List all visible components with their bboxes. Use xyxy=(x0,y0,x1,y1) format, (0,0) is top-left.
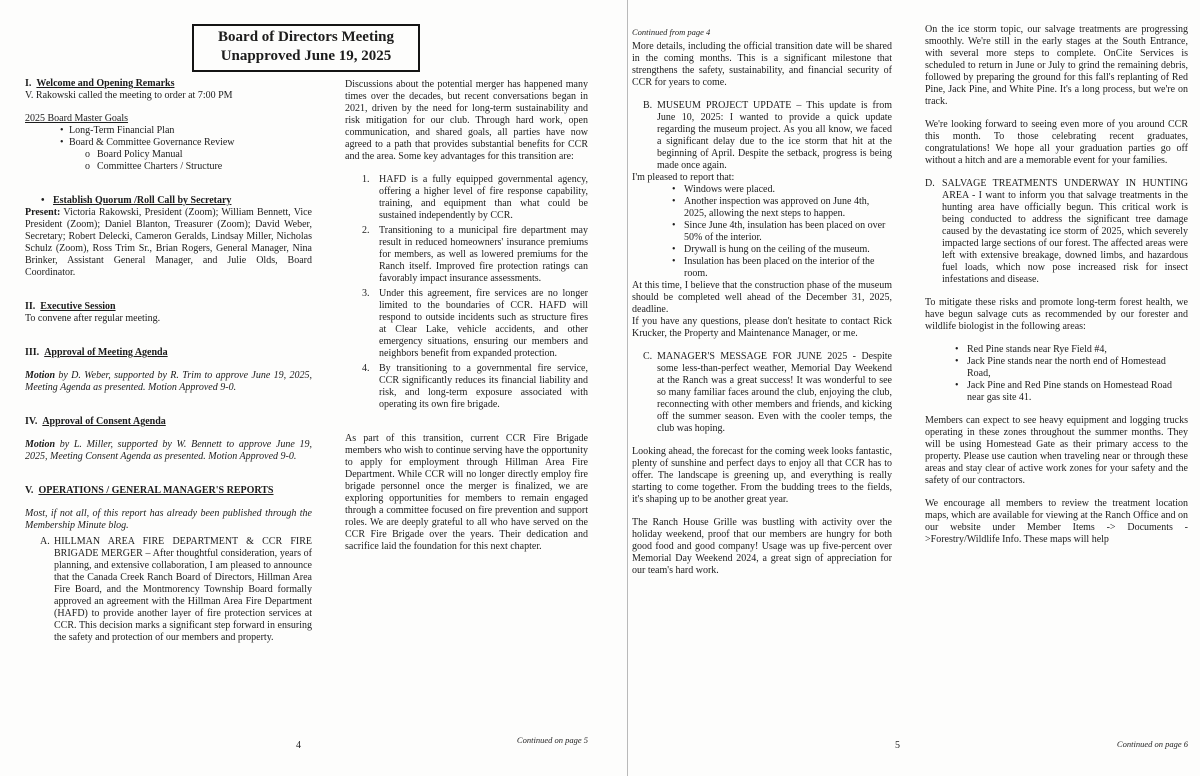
salvage-bullet xyxy=(955,344,1188,356)
spacer xyxy=(925,108,1188,119)
forecast-paragraph: Looking ahead, the forecast for the coming week looks fantastic, plenty of sunshine and perfect days to enjoy all that CCR has to offer. The landscape is greening up, and everything is really starting to come together. From the budding trees to the fields, it's shaping up to be another great year. xyxy=(632,446,892,505)
salvage-bullet xyxy=(955,356,1188,380)
meeting-title-box xyxy=(192,24,420,72)
present-paragraph xyxy=(25,207,312,279)
bullet-icon: • xyxy=(955,380,959,391)
report-item-b xyxy=(643,100,892,172)
item-letter: D. xyxy=(925,178,935,189)
spacer xyxy=(632,340,892,351)
museum-bullet xyxy=(672,220,892,244)
spacer xyxy=(25,359,312,370)
spacer xyxy=(925,286,1188,297)
call-to-order-text: V. Rakowski called the meeting to order at 7:00 PM xyxy=(25,90,233,101)
motion-paragraph-consent xyxy=(25,439,312,463)
section-title: Executive Session xyxy=(40,301,116,312)
report-item-c xyxy=(643,351,892,435)
page-divider xyxy=(627,0,628,776)
item-text: SALVAGE TREATMENTS UNDERWAY IN HUNTING AREA - I want to inform you that salvage treatments in the hunting area have officially begun. This critical work is being conducted to address the significant tree damage caused by the devastating ice storm of 2025, which severely impacted large sections of our forest. The affected areas were left with extensive breakage, downed limbs, and hazardous fuel loads, which now pose increased risk for insect infestations and disease. xyxy=(942,178,1188,285)
spacer xyxy=(25,463,312,485)
bullet-text: Since June 4th, insulation has been placed on over 50% of the interior. xyxy=(684,220,886,243)
bullet-icon: • xyxy=(955,344,959,355)
bullet-text: Another inspection was approved on June 4th, 2025, allowing the next steps to happen. xyxy=(684,196,870,219)
salvage-bullet xyxy=(955,380,1188,404)
page5-column-right xyxy=(925,24,1188,736)
item-text: MANAGER'S MESSAGE FOR JUNE 2025 - Despite some less-than-perfect weather, Memorial Day Weekend at the Ranch was a great success! It was wonderful to see so many familiar faces around the club, enjoying the club, reconnecting with other members and friends, and kicking off the summer season. Even with the cooler temps, the club was hoping. xyxy=(657,351,892,434)
spacer xyxy=(25,325,312,347)
spacer xyxy=(25,279,312,301)
quorum-title: Establish Quorum /Roll Call by Secretary xyxy=(53,195,232,206)
construction-note: At this time, I believe that the construction phase of the museum should be completed well ahead of the December 31, 2025, deadline. xyxy=(632,280,892,315)
mitigate-paragraph: To mitigate these risks and promote long-term forest health, we have begun salvage cuts as recommended by our forester and wildlife biologist in the following areas: xyxy=(925,297,1188,332)
motion-paragraph-agenda xyxy=(25,370,312,394)
section-heading-operations-reports xyxy=(25,485,312,497)
museum-bullet xyxy=(672,184,892,196)
advantage-item xyxy=(362,363,588,411)
page-number-4: 4 xyxy=(296,740,301,751)
list-number: 4. xyxy=(362,363,370,374)
page4-column-right xyxy=(345,79,588,731)
bullet-icon: • xyxy=(672,196,676,207)
advantage-item xyxy=(362,174,588,222)
bullet-icon: • xyxy=(955,356,959,367)
item-letter: B. xyxy=(643,100,653,111)
advantage-item xyxy=(362,288,588,360)
museum-bullet xyxy=(672,196,892,220)
section-number: V. xyxy=(25,485,34,496)
goal-subitem xyxy=(85,161,312,173)
goal-text: Long-Term Financial Plan xyxy=(69,125,175,136)
spacer xyxy=(25,173,312,195)
motion-text: by L. Miller, supported by W. Bennett to approve June 19, 2025, Meeting Consent Agenda as presented. Motion Approved 9-0. xyxy=(25,439,312,462)
transition-close-paragraph: As part of this transition, current CCR Fire Brigade members who wish to continue serving have the opportunity to apply for employment through Hillman Area Fire Department. While CCR will no longer directly employ fire brigade personnel once the merger is finalized, we are exploring opportunities for members to remain engaged through a committee focused on fire prevention and support roles. We are deeply grateful to all who have served on the CCR Fire Brigade over the years. Their dedication and sacrifice laid the foundation for this next chapter. xyxy=(345,433,588,552)
bullet-text: Jack Pine and Red Pine stands on Homestead Road near gas site 41. xyxy=(967,380,1172,403)
goal-subitem xyxy=(85,149,312,161)
item-letter: A. xyxy=(40,536,50,547)
continued-from-note: Continued from page 4 xyxy=(632,27,711,37)
bullet-icon: • xyxy=(672,220,676,231)
present-label: Present: xyxy=(25,207,61,218)
spacer xyxy=(925,167,1188,178)
sub-bullet-icon: o xyxy=(85,161,90,172)
section-heading-welcome xyxy=(25,78,312,90)
report-lead-text: I'm pleased to report that: xyxy=(632,172,735,183)
list-text: HAFD is a fully equipped governmental agency, offering a higher level of fire response capability, training, and equipment than what could be sustained independently by CCR. xyxy=(379,174,588,221)
section-title: Approval of Meeting Agenda xyxy=(44,347,168,358)
list-text: Under this agreement, fire services are no longer limited to the boundaries of CCR. HAFD will respond to outside incidents such as structure fires at Clear Lake, vehicle accidents, and other emergency situations, ensuring our members and neighbors benefit from expanded protection. xyxy=(379,288,588,359)
page-number-5: 5 xyxy=(895,740,900,751)
spacer xyxy=(25,497,312,508)
spacer xyxy=(925,333,1188,344)
goal-item xyxy=(60,125,312,137)
grille-paragraph: The Ranch House Grille was bustling with activity over the holiday weekend, proof that our members are hungry for both good food and good company! Usage was up five-percent over Memorial Day Weekend 2024, a great sign of appreciation for our team's hard work. xyxy=(632,517,892,576)
report-item-a xyxy=(40,536,312,644)
ice-storm-paragraph: On the ice storm topic, our salvage treatments are progressing smoothly. We're still in the early stages at the South Entrance, with several more steps to complete. OnCite Services is scheduled to return in June or July to grind the remaining debris, followed by preparing the ground for this fall's replanting of Red Pine, Jack Pine, and White Pine. It's a long process, but we're on track. xyxy=(925,24,1188,107)
spacer xyxy=(25,102,312,113)
section-heading-executive-session xyxy=(25,301,312,313)
spacer xyxy=(25,428,312,439)
bullet-icon: • xyxy=(60,125,64,136)
section-number: I. xyxy=(25,78,32,89)
section-number: II. xyxy=(25,301,36,312)
list-text: Transitioning to a municipal fire department may result in reduced homeowners' insurance premiums for members, as well as lowered premiums for the Ranch itself. Improved fire protection ratings can favorably impact insurance assessments. xyxy=(379,225,588,284)
section-title: OPERATIONS / GENERAL MANAGER'S REPORTS xyxy=(38,485,274,496)
spacer xyxy=(925,404,1188,415)
bullet-text: Insulation has been placed on the interior of the room. xyxy=(684,256,875,279)
motion-text: by D. Weber, supported by R. Trim to approve June 19, 2025, Meeting Agenda as presented. Motion Approved 9-0. xyxy=(25,370,312,393)
motion-label: Motion xyxy=(25,439,56,450)
bullet-icon: • xyxy=(672,184,676,195)
meeting-title-line2: Unapproved June 19, 2025 xyxy=(220,48,392,64)
merger-intro-paragraph: Discussions about the potential merger has happened many times over the decades, but recent conversations began in 2021, driven by the need for long-term sustainability and risk mitigation for our club. Through hard work, open communication, and shared goals, all parties have now agreed to a path that provides substantial benefits for CCR and the area. Some key advantages for this transition are: xyxy=(345,79,588,162)
item-text: MUSEUM PROJECT UPDATE – This update is from June 10, 2025: I wanted to provide a quick update regarding the museum project. As you all know, we faced a significant delay due to the ice storm that hit at the beginning of April. Despite the setback, progress is being made once again. xyxy=(657,100,892,171)
advantage-item xyxy=(362,225,588,285)
bullet-icon: • xyxy=(672,256,676,267)
bullet-icon: • xyxy=(672,244,676,255)
report-item-d xyxy=(925,178,1188,286)
bullet-icon: • xyxy=(60,137,64,148)
goal-text: Board Policy Manual xyxy=(97,149,183,160)
bullet-text: Windows were placed. xyxy=(684,184,775,195)
questions-note: If you have any questions, please don't hesitate to contact Rick Krucker, the Property and Maintenance Manager, or me. xyxy=(632,316,892,339)
page4-column-left xyxy=(25,78,312,740)
museum-bullet xyxy=(672,244,892,256)
section-heading-meeting-agenda xyxy=(25,347,312,359)
page5-column-left xyxy=(632,41,892,735)
spacer xyxy=(632,435,892,446)
spacer xyxy=(925,487,1188,498)
goal-text: Committee Charters / Structure xyxy=(97,161,223,172)
goal-item xyxy=(60,137,312,149)
section-heading-consent-agenda xyxy=(25,416,312,428)
bullet-text: Jack Pine stands near the north end of Homestead Road, xyxy=(967,356,1166,379)
members-expect-paragraph: Members can expect to see heavy equipment and logging trucks operating in these zones throughout the summer months. They will be using Homestead Gate as their primary access to the property. Please use caution when traveling near or through these areas and stay clear of active work zones for your safety and the safety of our contractors. xyxy=(925,415,1188,486)
spacer xyxy=(345,163,588,174)
more-details-paragraph: More details, including the official transition date will be shared in the coming months. This is a significant milestone that strengthens the safety, sustainability, and financial security of CCR for years to come. xyxy=(632,41,892,88)
continued-on-note: Continued on page 5 xyxy=(516,735,588,745)
list-number: 2. xyxy=(362,225,370,236)
section-number: III. xyxy=(25,347,40,358)
goal-text: Board & Committee Governance Review xyxy=(69,137,235,148)
bullet-text: Drywall is hung on the ceiling of the museum. xyxy=(684,244,870,255)
spacer xyxy=(345,411,588,433)
spacer xyxy=(25,394,312,416)
maps-paragraph: We encourage all members to review the treatment location maps, which are available for viewing at the Ranch Office and on our website under Member Items -> Documents - >Forestry/Wildlife Info. These maps will help xyxy=(925,498,1188,545)
spacer xyxy=(632,506,892,517)
spacer xyxy=(632,89,892,100)
report-note: Most, if not all, of this report has already been published through the Membership Minute blog. xyxy=(25,508,312,531)
bullet-text: Red Pine stands near Rye Field #4, xyxy=(967,344,1107,355)
list-text: By transitioning to a governmental fire service, CCR significantly reduces its financial liability and risk, and long-term exposure associated with operating its own fire brigade. xyxy=(379,363,588,410)
item-text: HILLMAN AREA FIRE DEPARTMENT & CCR FIRE BRIGADE MERGER – After thoughtful consideration, years of planning, and extensive collaboration, I am pleased to announce that the Canada Creek Ranch Board of Directors, Hillman Area Fire Board, and the Montmorency Township Board formally approved an agreement with the Hillman Area Fire Department (HAFD) to provide another layer of fire protection services at CCR. This decision marks a significant step forward in ensuring the safety and protection of our members and property. xyxy=(54,536,312,643)
present-text: Victoria Rakowski, President (Zoom); William Bennett, Vice President (Zoom); Daniel Blanton, Treasurer (Zoom); David Weber, Secretary; Robert Delecki, Cameron Geralds, Lindsay Miller, Nicholas Schulz (Zoom), Ross Trim Sr., Brian Rogers, General Manager, Nina Brinker, Assistant General Manager, and Julie Olds, Board Coordinator. xyxy=(25,207,312,278)
quorum-heading xyxy=(41,195,312,207)
looking-forward-paragraph: We're looking forward to seeing even more of you around CCR this month. To those celebrating recent graduates, congratulations! We hope all your graduation parties go off without a hitch and are a memorable event for your families. xyxy=(925,119,1188,166)
continued-on-note: Continued on page 6 xyxy=(1116,739,1188,749)
list-number: 3. xyxy=(362,288,370,299)
item-letter: C. xyxy=(643,351,653,362)
motion-label: Motion xyxy=(25,370,56,381)
list-number: 1. xyxy=(362,174,370,185)
executive-session-text: To convene after regular meeting. xyxy=(25,313,161,324)
bullet-icon: • xyxy=(41,195,45,206)
section-title: Approval of Consent Agenda xyxy=(42,416,166,427)
sub-bullet-icon: o xyxy=(85,149,90,160)
meeting-title-line1: Board of Directors Meeting xyxy=(218,29,394,45)
section-number: IV. xyxy=(25,416,38,427)
museum-bullet xyxy=(672,256,892,280)
section-title: Welcome and Opening Remarks xyxy=(36,78,175,89)
board-goals-title: 2025 Board Master Goals xyxy=(25,113,129,124)
